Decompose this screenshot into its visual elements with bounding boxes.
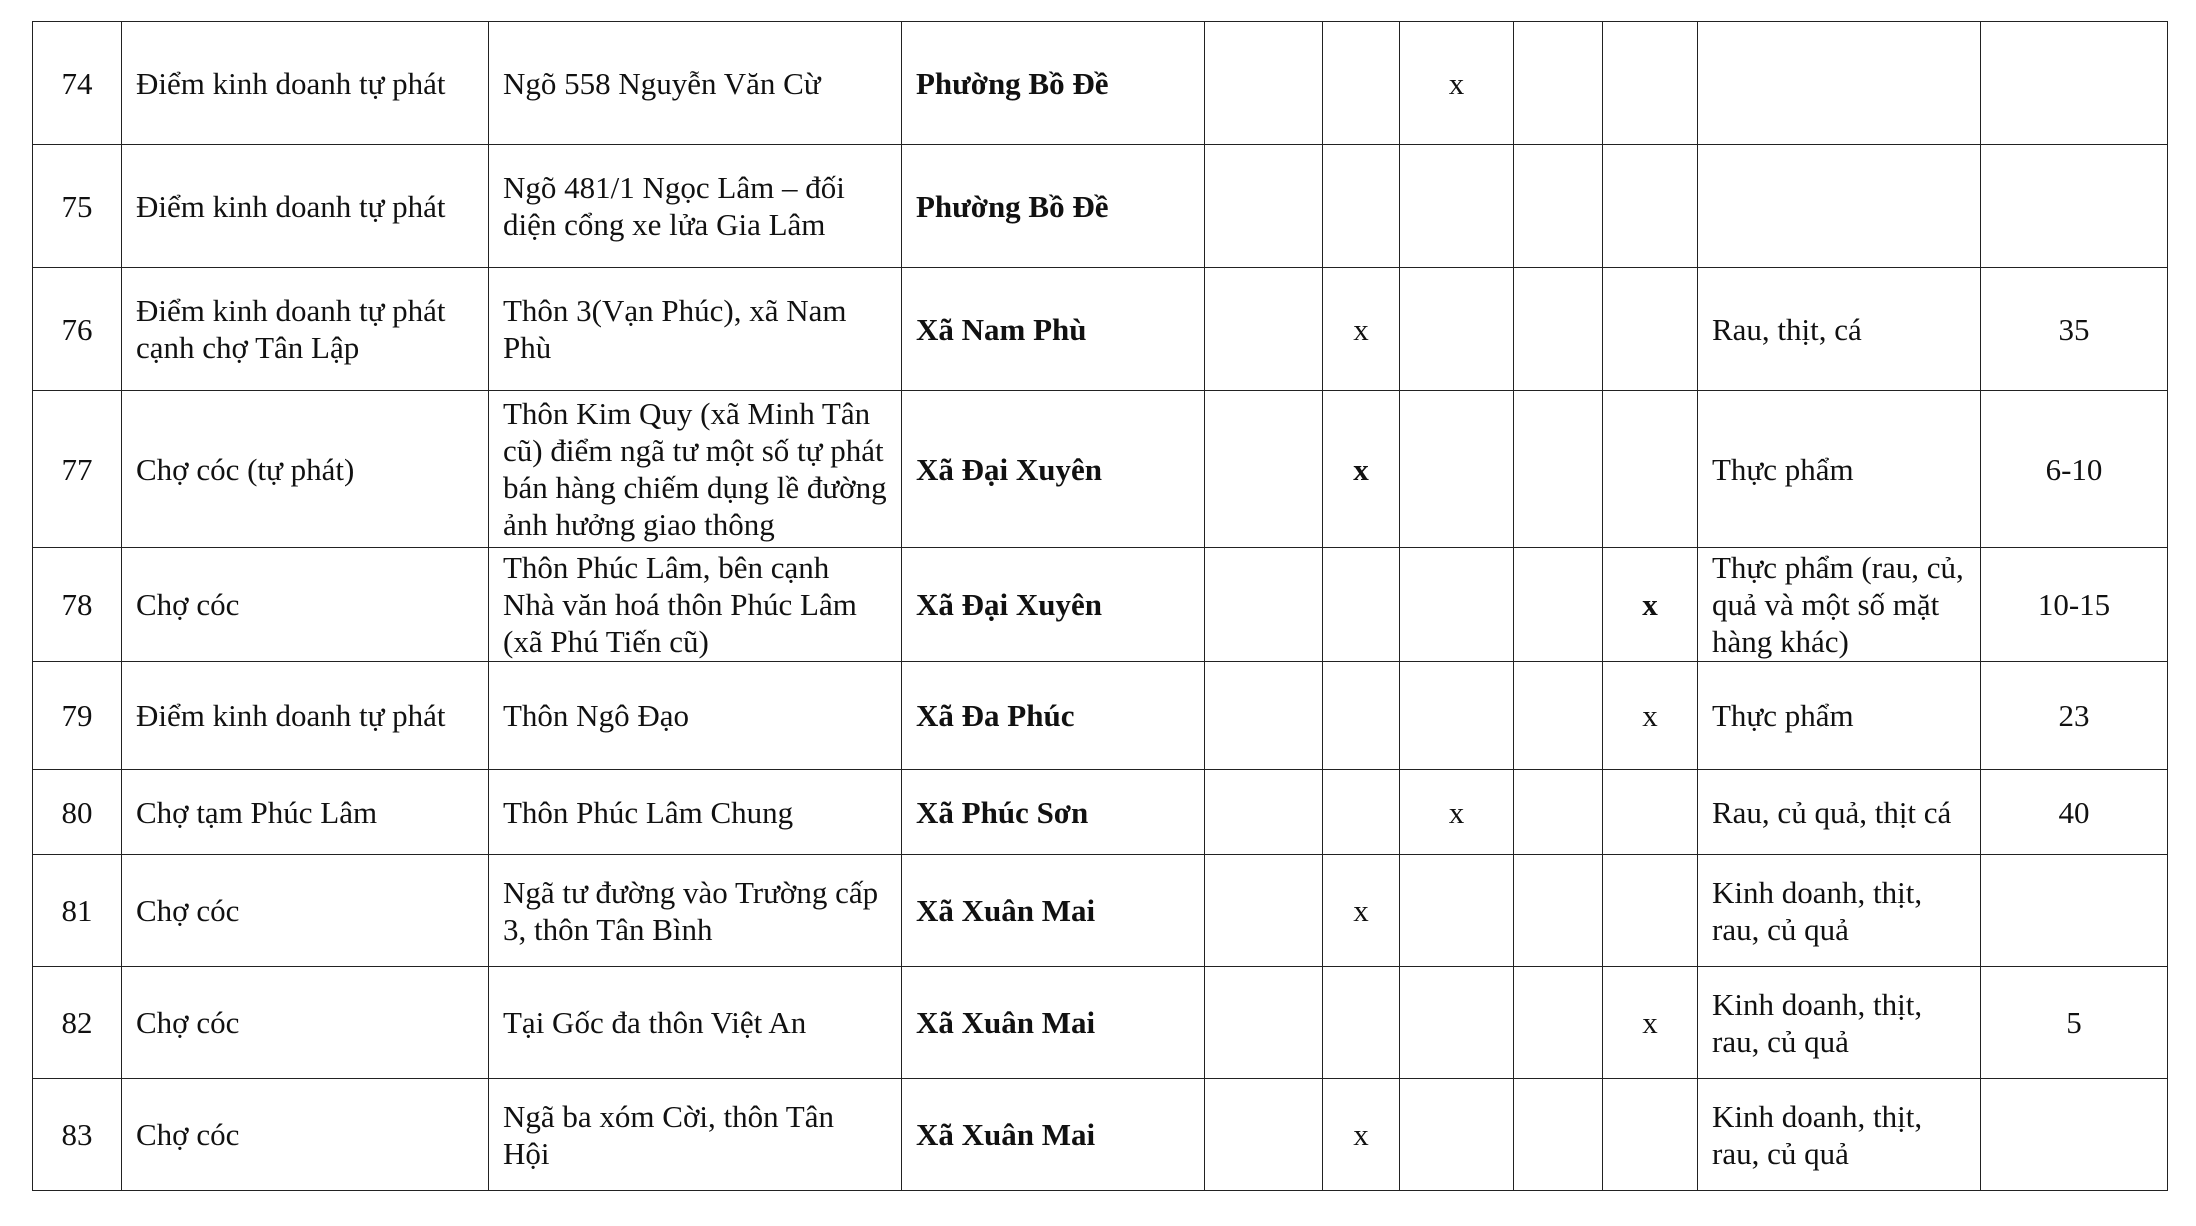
market-type-text: Điểm kinh doanh tự phát bbox=[136, 65, 446, 101]
market-type bbox=[122, 391, 489, 548]
mark-col-4 bbox=[1514, 1079, 1603, 1191]
vendor-count-cell bbox=[1981, 967, 2168, 1079]
table-row bbox=[33, 145, 2168, 268]
market-type bbox=[122, 662, 489, 770]
mark-col-5 bbox=[1603, 662, 1698, 770]
mark-col-5 bbox=[1603, 1079, 1698, 1191]
mark-col-2 bbox=[1323, 855, 1400, 967]
mark-col-5 bbox=[1603, 967, 1698, 1079]
vendor-count-cell-text: 40 bbox=[2058, 794, 2090, 830]
mark-col-3 bbox=[1400, 770, 1514, 855]
mark-col-2 bbox=[1323, 967, 1400, 1079]
market-type-text: Điểm kinh doanh tự phát bbox=[136, 698, 446, 733]
market-type-text: Chợ cóc bbox=[136, 1117, 240, 1152]
goods-cell bbox=[1698, 548, 1981, 662]
table-row bbox=[33, 770, 2168, 855]
mark-col-4 bbox=[1514, 22, 1603, 145]
mark-col-2 bbox=[1323, 1079, 1400, 1191]
mark-col-3-text: x bbox=[1448, 65, 1465, 101]
ward-cell-text: Xã Đa Phúc bbox=[916, 698, 1075, 733]
market-type bbox=[122, 268, 489, 391]
market-type bbox=[122, 770, 489, 855]
vendor-count-cell-text: 35 bbox=[2058, 311, 2090, 347]
mark-col-4 bbox=[1514, 770, 1603, 855]
address-cell-text: Thôn Phúc Lâm, bên cạnh Nhà văn hoá thôn Phúc Lâm (xã Phú Tiến cũ) bbox=[503, 550, 857, 659]
mark-col-4 bbox=[1514, 855, 1603, 967]
mark-col-1 bbox=[1205, 855, 1323, 967]
mark-col-5 bbox=[1603, 770, 1698, 855]
address-cell bbox=[489, 22, 902, 145]
address-cell-text: Ngõ 558 Nguyễn Văn Cừ bbox=[503, 65, 821, 101]
goods-cell-text: Rau, củ quả, thịt cá bbox=[1712, 794, 1952, 830]
goods-cell-text: Thực phẩm bbox=[1712, 451, 1854, 487]
mark-col-4 bbox=[1514, 268, 1603, 391]
goods-cell bbox=[1698, 22, 1981, 145]
ward-cell-text: Xã Xuân Mai bbox=[916, 1117, 1096, 1152]
table-row bbox=[33, 967, 2168, 1079]
market-type-text: Điểm kinh doanh tự phát bbox=[136, 188, 446, 224]
ward-cell-text: Xã Đại Xuyên bbox=[916, 587, 1103, 622]
row-number-text: 78 bbox=[61, 587, 93, 622]
mark-col-3 bbox=[1400, 268, 1514, 391]
ward-cell bbox=[902, 145, 1205, 268]
mark-col-3 bbox=[1400, 548, 1514, 662]
market-type bbox=[122, 145, 489, 268]
row-number-text: 83 bbox=[61, 1117, 93, 1152]
ward-cell bbox=[902, 268, 1205, 391]
mark-col-3 bbox=[1400, 22, 1514, 145]
ward-cell-text: Xã Xuân Mai bbox=[916, 893, 1096, 928]
mark-col-2 bbox=[1323, 268, 1400, 391]
mark-col-1 bbox=[1205, 967, 1323, 1079]
mark-col-5 bbox=[1603, 268, 1698, 391]
mark-col-2-text: x bbox=[1353, 311, 1369, 347]
table-row bbox=[33, 268, 2168, 391]
address-cell bbox=[489, 548, 902, 662]
address-cell bbox=[489, 967, 902, 1079]
mark-col-1 bbox=[1205, 548, 1323, 662]
ward-cell bbox=[902, 855, 1205, 967]
row-number bbox=[33, 770, 122, 855]
vendor-count-cell bbox=[1981, 22, 2168, 145]
address-cell-text: Thôn 3(Vạn Phúc), xã Nam Phù bbox=[503, 293, 847, 365]
mark-col-2-text: x bbox=[1353, 1117, 1369, 1152]
market-table bbox=[32, 21, 2168, 1191]
row-number bbox=[33, 268, 122, 391]
mark-col-2-text: x bbox=[1353, 893, 1369, 928]
mark-col-3 bbox=[1400, 391, 1514, 548]
table-row bbox=[33, 855, 2168, 967]
vendor-count-cell-text: 23 bbox=[2058, 698, 2090, 733]
mark-col-2-text: x bbox=[1353, 451, 1369, 487]
mark-col-3 bbox=[1400, 145, 1514, 268]
address-cell bbox=[489, 662, 902, 770]
vendor-count-cell-text: 10-15 bbox=[2037, 587, 2111, 622]
goods-cell bbox=[1698, 268, 1981, 391]
table-row bbox=[33, 22, 2168, 145]
address-cell-text: Ngã tư đường vào Trường cấp 3, thôn Tân Bình bbox=[503, 874, 879, 947]
row-number-text: 74 bbox=[61, 65, 93, 101]
mark-col-1 bbox=[1205, 1079, 1323, 1191]
mark-col-5 bbox=[1603, 855, 1698, 967]
market-type bbox=[122, 22, 489, 145]
goods-cell-text: Thực phẩm bbox=[1712, 698, 1854, 733]
address-cell bbox=[489, 1079, 902, 1191]
goods-cell bbox=[1698, 662, 1981, 770]
ward-cell-text: Phường Bồ Đề bbox=[916, 65, 1109, 101]
goods-cell bbox=[1698, 855, 1981, 967]
mark-col-1 bbox=[1205, 770, 1323, 855]
address-cell bbox=[489, 268, 902, 391]
mark-col-3 bbox=[1400, 967, 1514, 1079]
goods-cell-text: Rau, thịt, cá bbox=[1712, 311, 1862, 347]
mark-col-2 bbox=[1323, 662, 1400, 770]
row-number-text: 82 bbox=[61, 1005, 93, 1040]
vendor-count-cell bbox=[1981, 770, 2168, 855]
mark-col-1 bbox=[1205, 145, 1323, 268]
address-cell-text: Thôn Phúc Lâm Chung bbox=[503, 794, 794, 830]
vendor-count-cell-text: 6-10 bbox=[2045, 451, 2103, 487]
mark-col-1 bbox=[1205, 662, 1323, 770]
address-cell bbox=[489, 145, 902, 268]
vendor-count-cell bbox=[1981, 855, 2168, 967]
market-type-text: Chợ cóc bbox=[136, 893, 240, 928]
goods-cell-text: Kinh doanh, thịt, rau, củ quả bbox=[1712, 1098, 1923, 1171]
vendor-count-cell bbox=[1981, 548, 2168, 662]
ward-cell bbox=[902, 391, 1205, 548]
ward-cell bbox=[902, 1079, 1205, 1191]
mark-col-2 bbox=[1323, 770, 1400, 855]
market-type bbox=[122, 548, 489, 662]
mark-col-2 bbox=[1323, 548, 1400, 662]
vendor-count-cell bbox=[1981, 268, 2168, 391]
mark-col-2 bbox=[1323, 145, 1400, 268]
mark-col-4 bbox=[1514, 145, 1603, 268]
ward-cell bbox=[902, 662, 1205, 770]
market-type-text: Chợ cóc bbox=[136, 587, 240, 622]
mark-col-5 bbox=[1603, 391, 1698, 548]
mark-col-4 bbox=[1514, 967, 1603, 1079]
row-number-text: 75 bbox=[61, 188, 93, 224]
mark-col-5-text: x bbox=[1642, 1005, 1658, 1040]
market-type-text: Chợ cóc bbox=[136, 1005, 240, 1040]
mark-col-3 bbox=[1400, 662, 1514, 770]
vendor-count-cell bbox=[1981, 391, 2168, 548]
mark-col-5 bbox=[1603, 548, 1698, 662]
row-number bbox=[33, 391, 122, 548]
market-type bbox=[122, 1079, 489, 1191]
vendor-count-cell bbox=[1981, 145, 2168, 268]
address-cell-text: Tại Gốc đa thôn Việt An bbox=[503, 1005, 807, 1040]
table-body bbox=[33, 22, 2168, 1191]
mark-col-1 bbox=[1205, 391, 1323, 548]
row-number bbox=[33, 145, 122, 268]
row-number bbox=[33, 1079, 122, 1191]
row-number bbox=[33, 967, 122, 1079]
goods-cell-text: Kinh doanh, thịt, rau, củ quả bbox=[1712, 986, 1923, 1059]
mark-col-4 bbox=[1514, 391, 1603, 548]
address-cell-text: Thôn Kim Quy (xã Minh Tân cũ) điểm ngã tư một số tự phát bán hàng chiếm dụng lề đường ảnh hưởng giao thông bbox=[503, 396, 887, 542]
goods-cell bbox=[1698, 770, 1981, 855]
goods-cell bbox=[1698, 145, 1981, 268]
address-cell bbox=[489, 391, 902, 548]
mark-col-2 bbox=[1323, 22, 1400, 145]
row-number bbox=[33, 662, 122, 770]
mark-col-3-text: x bbox=[1448, 794, 1465, 830]
table-row bbox=[33, 662, 2168, 770]
mark-col-1 bbox=[1205, 268, 1323, 391]
ward-cell-text: Xã Nam Phù bbox=[916, 311, 1087, 347]
goods-cell bbox=[1698, 1079, 1981, 1191]
ward-cell-text: Phường Bồ Đề bbox=[916, 188, 1109, 224]
ward-cell bbox=[902, 22, 1205, 145]
address-cell bbox=[489, 770, 902, 855]
mark-col-4 bbox=[1514, 548, 1603, 662]
ward-cell-text: Xã Phúc Sơn bbox=[916, 794, 1089, 830]
goods-cell-text: Kinh doanh, thịt, rau, củ quả bbox=[1712, 874, 1923, 947]
address-cell-text: Ngõ 481/1 Ngọc Lâm – đối diện cổng xe lửa Gia Lâm bbox=[503, 170, 845, 242]
mark-col-5 bbox=[1603, 145, 1698, 268]
market-type-text: Chợ tạm Phúc Lâm bbox=[136, 794, 378, 830]
table-row bbox=[33, 1079, 2168, 1191]
market-type bbox=[122, 855, 489, 967]
mark-col-5-text: x bbox=[1642, 698, 1658, 733]
mark-col-4 bbox=[1514, 662, 1603, 770]
address-cell-text: Thôn Ngô Đạo bbox=[503, 698, 689, 733]
mark-col-3 bbox=[1400, 855, 1514, 967]
vendor-count-cell bbox=[1981, 1079, 2168, 1191]
row-number bbox=[33, 855, 122, 967]
mark-col-3 bbox=[1400, 1079, 1514, 1191]
address-cell bbox=[489, 855, 902, 967]
goods-cell bbox=[1698, 967, 1981, 1079]
goods-cell-text: Thực phẩm (rau, củ, quả và một số mặt hàng khác) bbox=[1712, 550, 1964, 659]
ward-cell-text: Xã Xuân Mai bbox=[916, 1005, 1096, 1040]
row-number-text: 81 bbox=[61, 893, 93, 928]
ward-cell bbox=[902, 548, 1205, 662]
goods-cell bbox=[1698, 391, 1981, 548]
address-cell-text: Ngã ba xóm Cời, thôn Tân Hội bbox=[503, 1098, 834, 1171]
row-number-text: 80 bbox=[61, 794, 93, 830]
market-type bbox=[122, 967, 489, 1079]
vendor-count-cell bbox=[1981, 662, 2168, 770]
mark-col-1 bbox=[1205, 22, 1323, 145]
ward-cell-text: Xã Đại Xuyên bbox=[916, 451, 1103, 487]
row-number-text: 76 bbox=[61, 311, 93, 347]
market-type-text: Chợ cóc (tự phát) bbox=[136, 451, 355, 487]
row-number bbox=[33, 22, 122, 145]
mark-col-2 bbox=[1323, 391, 1400, 548]
mark-col-5 bbox=[1603, 22, 1698, 145]
table-row bbox=[33, 391, 2168, 548]
market-type-text: Điểm kinh doanh tự phát cạnh chợ Tân Lập bbox=[136, 293, 446, 365]
table-row bbox=[33, 548, 2168, 662]
row-number bbox=[33, 548, 122, 662]
ward-cell bbox=[902, 967, 1205, 1079]
mark-col-5-text: x bbox=[1642, 587, 1658, 622]
row-number-text: 77 bbox=[61, 451, 93, 487]
row-number-text: 79 bbox=[61, 698, 93, 733]
vendor-count-cell-text: 5 bbox=[2066, 1005, 2082, 1040]
ward-cell bbox=[902, 770, 1205, 855]
